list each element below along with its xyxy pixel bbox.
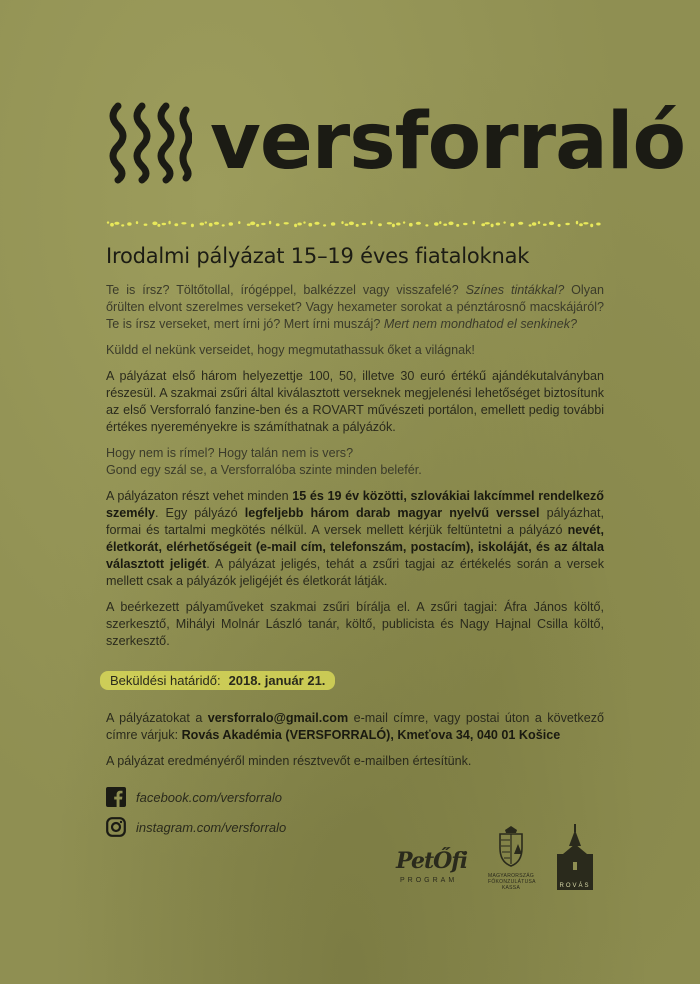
divider-dot — [110, 223, 114, 227]
divider-dot — [558, 224, 561, 227]
rovas-logo: ROVÁS — [554, 824, 596, 889]
dotted-divider — [106, 218, 602, 230]
divider-dot — [191, 224, 194, 228]
divider-dot — [256, 224, 259, 227]
instagram-link[interactable]: instagram.com/versforralo — [106, 814, 604, 840]
flame-waves-icon — [106, 100, 192, 184]
divider-dot — [144, 224, 148, 226]
divider-dot — [238, 221, 240, 224]
deadline-highlight: Beküldési határidő: 2018. január 21. — [100, 671, 335, 690]
logo-text: versforraló — [210, 97, 686, 187]
divider-dot — [538, 221, 540, 224]
divider-dot — [496, 223, 501, 226]
divider-dot — [583, 222, 588, 224]
divider-dot — [387, 222, 392, 224]
divider-dot — [214, 222, 219, 225]
page-title: Irodalmi pályázat 15–19 éves fiataloknak — [106, 244, 530, 268]
divider-dot — [127, 222, 131, 226]
divider-dot — [448, 222, 453, 226]
rhyme-paragraph: Hogy nem is rímel? Hogy talán nem is vers? Gond egy szál se, a Versforralóba szinte minden belefér. — [106, 446, 422, 477]
divider-dot — [205, 221, 207, 223]
divider-dot — [247, 224, 251, 226]
divider-dot — [481, 223, 485, 226]
rules-paragraph: A pályázaton részt vehet minden 15 és 19 év közötti, szlovákiai lakcímmel rendelkező személy. Egy pályázó legfeljebb három darab magyar nyelvű verssel pályázhat, formai és tartalmi megkötés nélkül. A versek mellett kérjük feltüntetni a pályázó nevét, életkorát, elérhetőségeit (e-mail cím, telefonszám, postacím), iskoláját, és az általa választott jeligét. A pályázat jeligés, tehát a zsűri tagjai az értékelés során a versek mellett csak a pályázók jeligéjét és életkorát látják. — [106, 489, 604, 588]
petofi-program-logo: PetŐfi — [396, 848, 468, 874]
contact-paragraph: A pályázatokat a versforralo@gmail.com e-mail címre, vagy postai úton a következő címre várjuk: Rovás Akadémia (VERSFORRALÓ), Kmeťova 34, 040 01 Košice — [106, 711, 605, 742]
divider-dot — [331, 222, 336, 226]
divider-dot — [341, 221, 343, 224]
divider-dot — [200, 223, 205, 226]
divider-dot — [314, 222, 319, 225]
divider-dot — [518, 222, 523, 225]
divider-dot — [576, 221, 578, 225]
facebook-icon — [106, 787, 126, 807]
divider-dot — [323, 224, 326, 226]
divider-dot — [345, 224, 349, 226]
divider-dot — [409, 223, 413, 227]
divider-dot — [503, 221, 505, 223]
divider-dot — [443, 224, 447, 226]
prizes-paragraph: A pályázat első három helyezettje 100, 50, illetve 30 euró értékű ajándékutalványban részesül. A szakmai zsűri által kiválasztott verseknek megjelenési lehetőséget biztosítunk az első Versforraló fanzine-ben és a ROVART művészeti portálon, emellett pedig további értékes nyereményekre is számíthatnak a pályázók. — [106, 369, 604, 434]
divider-dot — [222, 224, 225, 226]
divider-dot — [157, 224, 160, 227]
divider-dot — [370, 221, 372, 225]
intro-paragraph: Te is írsz? Töltőtollal, írógéppel, balkézzel vagy visszafelé? Színes tintákkal? Olyan őrülten elvont szerelmes verseket? Vagy hexameter sorokat a pénztárosnő macskájáról? Te is írsz verseket, mert írni jó? Mert írni muszáj? Mert nem mondhatod el senkinek? — [106, 283, 605, 331]
divider-dot — [403, 221, 405, 223]
divider-dot — [549, 222, 554, 226]
divider-dot — [485, 222, 490, 224]
divider-dot — [529, 224, 532, 226]
divider-dot — [543, 224, 547, 226]
divider-dot — [425, 224, 428, 226]
sponsor-logos — [396, 824, 602, 894]
send-paragraph: Küldd el nekünk verseidet, hogy megmutathassuk őket a világnak! — [106, 343, 475, 357]
divider-dot — [152, 222, 157, 226]
divider-dot — [229, 222, 234, 226]
main-content — [106, 244, 604, 840]
divider-dot — [162, 223, 167, 225]
divider-dot — [434, 222, 439, 226]
divider-dot — [136, 221, 138, 224]
divider-dot — [416, 222, 421, 225]
divider-dot — [362, 223, 367, 225]
divider-dot — [107, 221, 109, 223]
email-link[interactable]: versforralo@gmail.com — [207, 711, 349, 725]
divider-dot — [510, 223, 514, 227]
divider-dot — [174, 223, 178, 226]
divider-dot — [378, 223, 382, 226]
divider-dot — [276, 223, 280, 226]
facebook-link[interactable]: facebook.com/versforralo — [106, 784, 604, 810]
divider-dot — [250, 222, 255, 226]
divider-dot — [590, 224, 593, 228]
divider-dot — [209, 223, 213, 227]
divider-dot — [456, 224, 459, 227]
divider-dot — [356, 224, 359, 227]
divider-dot — [297, 223, 302, 226]
petofi-program-sub: PROGRAM — [400, 877, 458, 884]
divider-dot — [491, 224, 494, 228]
results-paragraph: A pályázat eredményéről minden résztvevőt e-mailben értesítünk. — [106, 754, 472, 768]
divider-dot — [565, 223, 570, 225]
divider-dot — [596, 223, 601, 226]
divider-dot — [308, 223, 312, 227]
divider-dot — [114, 222, 119, 225]
divider-dot — [181, 222, 186, 224]
tower-icon — [555, 824, 595, 890]
consulate-logo: MAGYARORSZÁG FŐKONZULÁTUSA KASSA — [488, 824, 534, 891]
jury-paragraph: A beérkezett pályaműveket szakmai zsűri bírálja el. A zsűri tagjai: Áfra János költő, szerkesztő, Mihályi Molnár László tanár, költő, publicista és Nagy Hajnal Csilla költő, szerkesztő. — [106, 600, 604, 648]
divider-dot — [396, 223, 401, 226]
divider-dot — [349, 222, 354, 226]
divider-dot — [284, 222, 289, 224]
divider-dot — [168, 221, 170, 225]
divider-dot — [269, 221, 271, 225]
instagram-icon — [106, 817, 126, 837]
divider-dot — [473, 221, 475, 225]
divider-dot — [463, 223, 468, 225]
divider-dot — [532, 222, 537, 226]
divider-dot — [121, 224, 124, 226]
divider-dot — [579, 223, 583, 226]
versforralo-logo — [106, 96, 685, 188]
divider-dot — [439, 221, 441, 224]
divider-dot — [294, 224, 297, 228]
divider-dot — [392, 224, 395, 228]
coat-of-arms-icon — [496, 824, 526, 868]
divider-dot — [303, 221, 305, 223]
divider-dot — [261, 223, 266, 225]
